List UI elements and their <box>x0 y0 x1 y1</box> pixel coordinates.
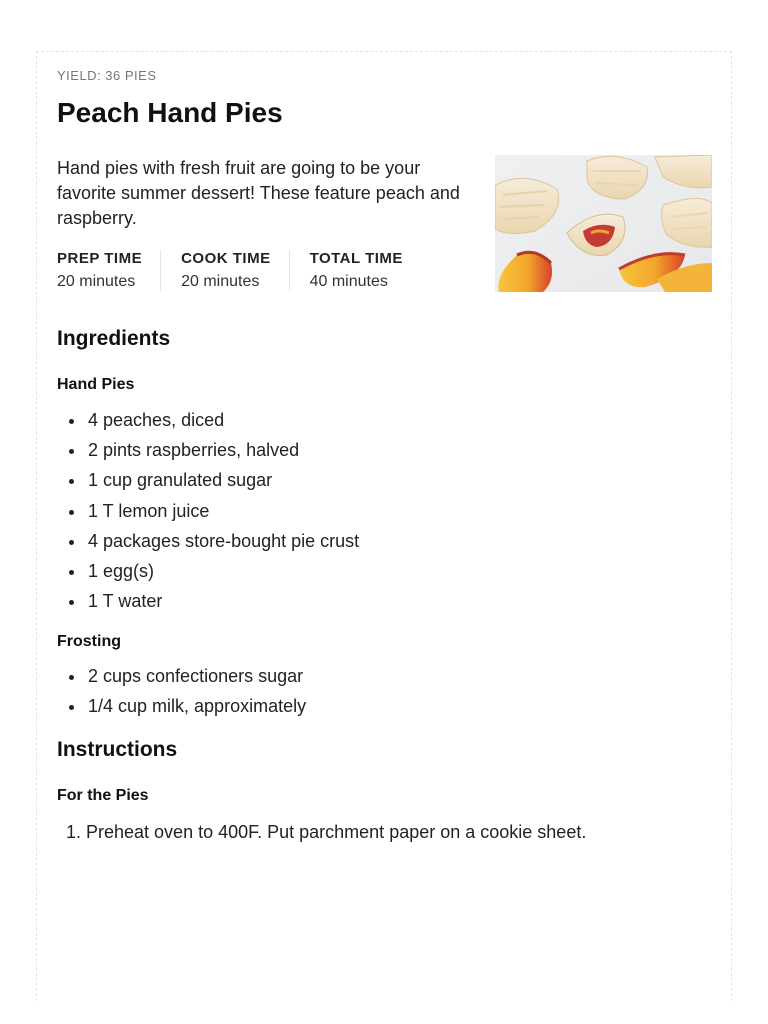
instruction-group-title: For the Pies <box>57 787 149 804</box>
ingredient-item: • 1 egg(s) <box>86 556 359 586</box>
ingredient-item: • 1 T water <box>86 586 359 616</box>
ingredient-item: • 4 packages store-bought pie crust <box>86 526 359 556</box>
cook-time-value: 20 minutes <box>181 273 260 290</box>
ingredient-item: • 1 cup granulated sugar <box>86 465 359 495</box>
recipe-photo <box>495 155 712 292</box>
total-time-value: 40 minutes <box>309 273 388 290</box>
ingredient-item: • 2 cups confectioners sugar <box>86 661 306 691</box>
recipe-yield: YIELD: 36 PIES <box>57 68 157 83</box>
ingredient-item: • 1/4 cup milk, approximately <box>86 691 306 721</box>
ingredient-item: • 1 T lemon juice <box>86 496 359 526</box>
ingredient-group-title: Frosting <box>57 633 121 650</box>
ingredient-group-title: Hand Pies <box>57 376 135 393</box>
total-time-label: TOTAL TIME <box>309 250 403 267</box>
ingredient-list <box>57 405 359 616</box>
cook-time-label: COOK TIME <box>181 250 271 267</box>
recipe-times <box>57 250 421 291</box>
cook-time <box>181 250 290 291</box>
prep-time-label: PREP TIME <box>57 250 143 267</box>
instructions-heading: Instructions <box>57 738 178 761</box>
recipe-title: Peach Hand Pies <box>57 97 283 128</box>
ingredients-heading: Ingredients <box>57 327 171 350</box>
ingredient-item: • 2 pints raspberries, halved <box>86 435 359 465</box>
ingredient-list <box>57 661 306 721</box>
ingredient-item: • 4 peaches, diced <box>86 405 359 435</box>
instruction-list <box>57 817 586 847</box>
total-time <box>310 250 421 291</box>
instruction-step: 1. Preheat oven to 400F. Put parchment paper on a cookie sheet. <box>86 817 586 847</box>
recipe-description: Hand pies with fresh fruit are going to be your favorite summer dessert! These feature peach and raspberry. <box>57 158 460 228</box>
prep-time-value: 20 minutes <box>57 273 136 290</box>
prep-time <box>57 250 161 291</box>
